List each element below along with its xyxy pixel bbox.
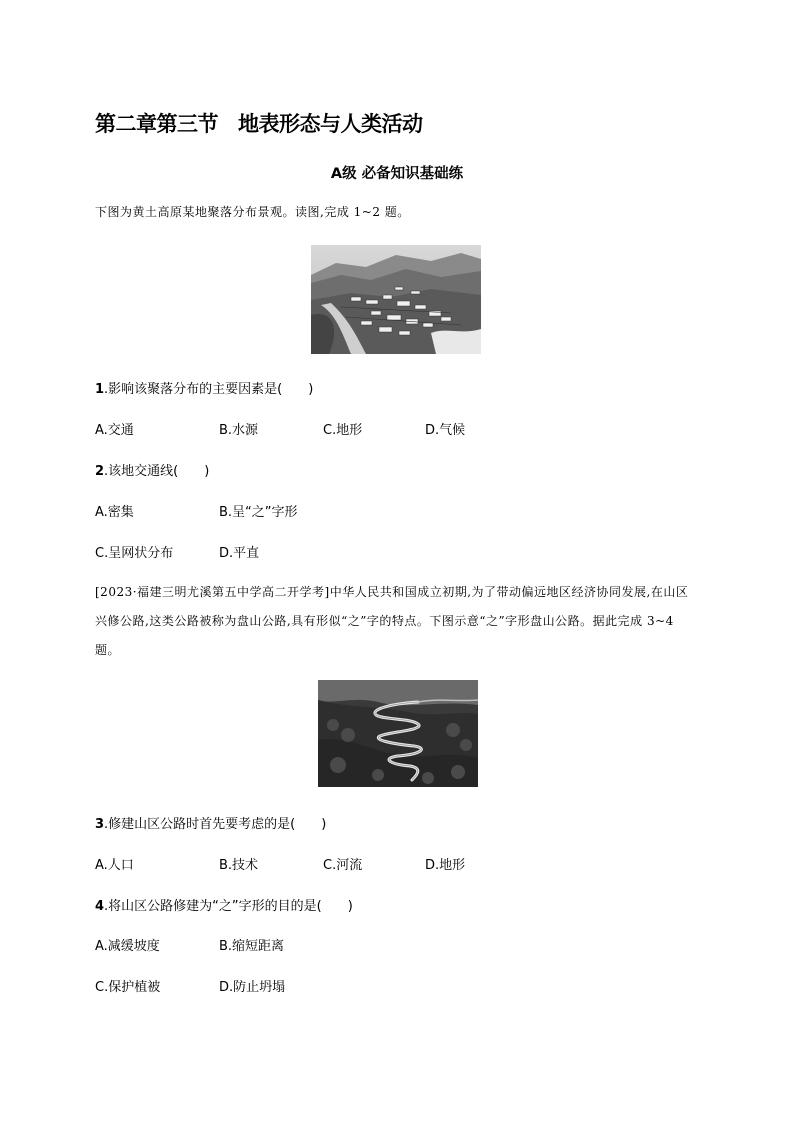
q4-option-c[interactable]: C.保护植被	[95, 980, 161, 995]
loess-settlement-photo	[311, 245, 481, 354]
q2-option-d[interactable]: D.平直	[219, 546, 260, 561]
q2-option-a[interactable]: A.密集	[95, 505, 134, 520]
question-1	[95, 378, 313, 397]
q3-option-a[interactable]: A.人口	[95, 858, 134, 873]
question-3-number: 3	[95, 817, 105, 832]
q3-option-d[interactable]: D.地形	[425, 858, 466, 873]
section-heading: A级 必备知识基础练	[330, 166, 464, 182]
q1-option-b[interactable]: B.水源	[219, 423, 259, 438]
q1-option-d[interactable]: D.气候	[425, 423, 466, 438]
chapter-label: 第二章第三节	[95, 112, 218, 136]
question-2-number: 2	[95, 464, 105, 479]
q4-option-b[interactable]: B.缩短距离	[219, 939, 285, 954]
zigzag-mountain-road-photo-icon	[318, 680, 478, 787]
zigzag-road-photo	[318, 680, 478, 787]
page-title	[95, 108, 423, 138]
lesson-title: 地表形态与人类活动	[238, 112, 423, 136]
group2-intro: [2023·福建三明尤溪第五中学高二开学考]中华人民共和国成立初期,为了带动偏远地区经济协同发展,在山区兴修公路,这类公路被称为盘山公路,具有形似“之”字的特点。下图示意“之”字形盘山公路。据此完成 3~4 题。	[95, 585, 689, 657]
question-3	[95, 813, 326, 832]
question-2-stem: .该地交通线( )	[104, 464, 210, 479]
q2-option-b[interactable]: B.呈“之”字形	[219, 505, 298, 520]
question-1-number: 1	[95, 382, 105, 397]
loess-plateau-settlement-photo-icon	[311, 245, 481, 354]
q1-option-c[interactable]: C.地形	[323, 423, 363, 438]
q3-option-b[interactable]: B.技术	[219, 858, 259, 873]
q2-option-c[interactable]: C.呈网状分布	[95, 546, 174, 561]
q4-option-a[interactable]: A.减缓坡度	[95, 939, 160, 954]
question-3-stem: .修建山区公路时首先要考虑的是( )	[104, 817, 327, 832]
question-4-number: 4	[95, 899, 105, 914]
q1-option-a[interactable]: A.交通	[95, 423, 134, 438]
question-1-stem: .影响该聚落分布的主要因素是( )	[104, 382, 314, 397]
question-2	[95, 460, 209, 479]
group1-intro: 下图为黄土高原某地聚落分布景观。读图,完成 1~2 题。	[95, 205, 410, 219]
question-4-stem: .将山区公路修建为“之”字形的目的是( )	[104, 899, 353, 914]
q3-option-c[interactable]: C.河流	[323, 858, 363, 873]
q4-option-d[interactable]: D.防止坍塌	[219, 980, 286, 995]
question-4	[95, 895, 353, 914]
